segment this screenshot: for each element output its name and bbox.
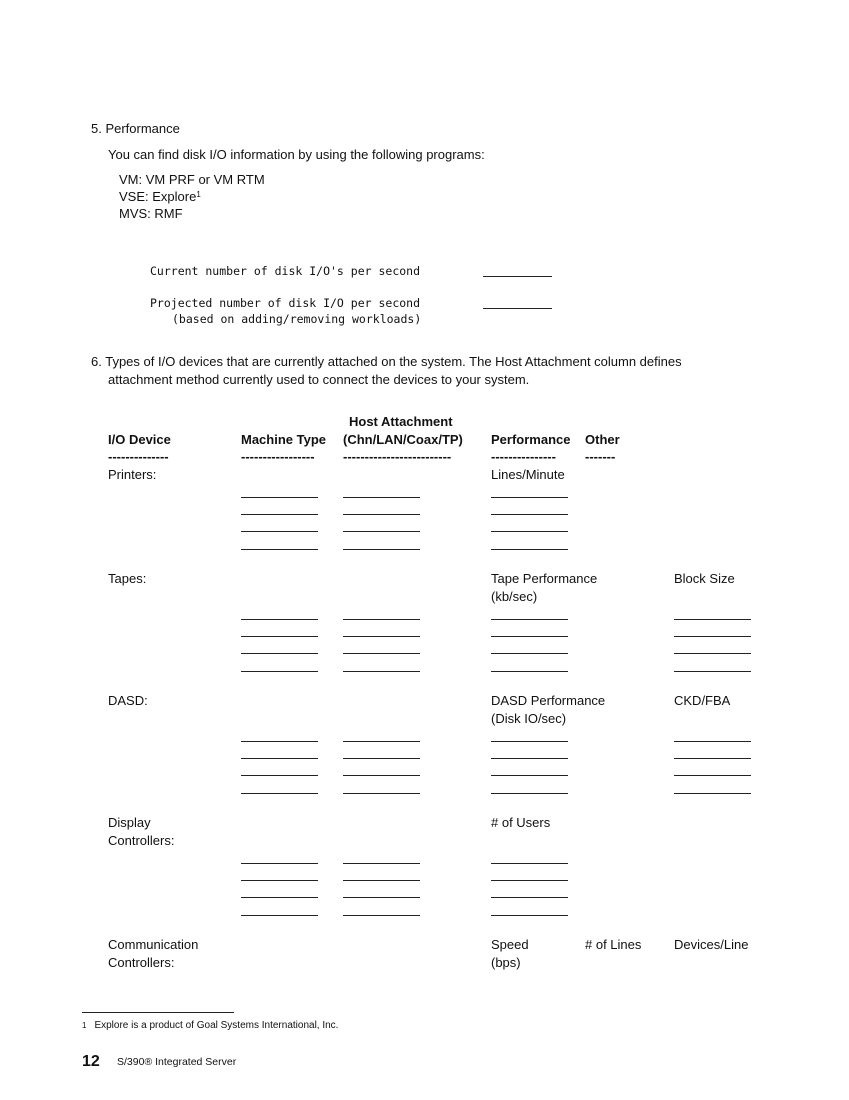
dasd-performance-label: DASD Performance	[491, 693, 606, 708]
dasd-performance-blank[interactable]	[491, 741, 568, 742]
dash-io-device: --------------	[108, 449, 169, 464]
display-host-attachment-blank[interactable]	[343, 915, 420, 916]
dasd-performance-blank[interactable]	[491, 758, 568, 759]
tapes-performance-unit: (kb/sec)	[491, 589, 538, 604]
communication-devices-label: Devices/Line	[674, 937, 749, 952]
display-host-attachment-blank[interactable]	[343, 863, 420, 864]
communication-controllers-label-cont: Controllers:	[108, 955, 175, 970]
footnote	[82, 1020, 338, 1031]
book-title: S/390® Integrated Server	[117, 1056, 237, 1068]
printers-performance-blank[interactable]	[491, 497, 568, 498]
header-other: Other	[585, 432, 620, 447]
tapes-host-attachment-blank[interactable]	[343, 619, 420, 620]
dasd-machine-type-blank[interactable]	[241, 758, 318, 759]
dash-performance: ---------------	[491, 449, 556, 464]
projected-io-note: (based on adding/removing workloads)	[172, 312, 422, 326]
footnote-mark: 1	[196, 190, 201, 199]
dasd-label: DASD:	[108, 693, 148, 708]
program-vm: VM: VM PRF or VM RTM	[119, 172, 265, 187]
projected-io-label: Projected number of disk I/O per second	[150, 296, 421, 310]
header-host-attachment-types: (Chn/LAN/Coax/TP)	[343, 432, 463, 447]
tapes-label: Tapes:	[108, 571, 147, 586]
header-machine-type: Machine Type	[241, 432, 327, 447]
tapes-other-blank[interactable]	[674, 653, 751, 654]
printers-host-attachment-blank[interactable]	[343, 497, 420, 498]
dasd-performance-blank[interactable]	[491, 793, 568, 794]
header-host-attachment: Host Attachment	[349, 414, 453, 429]
tapes-host-attachment-blank[interactable]	[343, 636, 420, 637]
display-machine-type-blank[interactable]	[241, 863, 318, 864]
printers-host-attachment-blank[interactable]	[343, 514, 420, 515]
tapes-host-attachment-blank[interactable]	[343, 671, 420, 672]
display-performance-blank[interactable]	[491, 897, 568, 898]
tapes-machine-type-blank[interactable]	[241, 653, 318, 654]
dasd-host-attachment-blank[interactable]	[343, 758, 420, 759]
tapes-performance-blank[interactable]	[491, 636, 568, 637]
tapes-other-blank[interactable]	[674, 619, 751, 620]
printers-host-attachment-blank[interactable]	[343, 549, 420, 550]
printers-machine-type-blank[interactable]	[241, 497, 318, 498]
footnote-text: Explore is a product of Goal Systems International, Inc.	[94, 1020, 339, 1031]
header-io-device: I/O Device	[108, 432, 171, 447]
tapes-host-attachment-blank[interactable]	[343, 653, 420, 654]
dasd-other-blank[interactable]	[674, 775, 751, 776]
display-host-attachment-blank[interactable]	[343, 897, 420, 898]
dash-other: -------	[585, 449, 616, 464]
tapes-performance-blank[interactable]	[491, 671, 568, 672]
dasd-other-blank[interactable]	[674, 741, 751, 742]
page-number: 12	[82, 1053, 100, 1070]
tapes-performance-label: Tape Performance	[491, 571, 598, 586]
dasd-machine-type-blank[interactable]	[241, 793, 318, 794]
tapes-performance-blank[interactable]	[491, 653, 568, 654]
printers-label: Printers:	[108, 467, 157, 482]
tapes-other-blank[interactable]	[674, 671, 751, 672]
dasd-other-label: CKD/FBA	[674, 693, 731, 708]
dasd-machine-type-blank[interactable]	[241, 775, 318, 776]
display-machine-type-blank[interactable]	[241, 897, 318, 898]
display-host-attachment-blank[interactable]	[343, 880, 420, 881]
tapes-other-blank[interactable]	[674, 636, 751, 637]
printers-machine-type-blank[interactable]	[241, 531, 318, 532]
communication-controllers-label: Communication	[108, 937, 199, 952]
tapes-machine-type-blank[interactable]	[241, 671, 318, 672]
communication-speed-label: Speed	[491, 937, 529, 952]
display-controllers-label: Display	[108, 815, 151, 830]
section-5-title: 5. Performance	[91, 121, 180, 136]
footnote-rule	[82, 1012, 234, 1013]
section-5-intro: You can find disk I/O information by using the following programs:	[108, 147, 485, 162]
dash-host-attachment: -------------------------	[343, 449, 452, 464]
dasd-performance-blank[interactable]	[491, 775, 568, 776]
display-performance-blank[interactable]	[491, 915, 568, 916]
display-machine-type-blank[interactable]	[241, 880, 318, 881]
communication-lines-label: # of Lines	[585, 937, 642, 952]
display-controllers-label-cont: Controllers:	[108, 833, 175, 848]
program-vse: VSE: Explore$^1$	[119, 189, 201, 204]
dasd-host-attachment-blank[interactable]	[343, 793, 420, 794]
projected-io-blank[interactable]	[483, 308, 552, 309]
tapes-machine-type-blank[interactable]	[241, 619, 318, 620]
section-6-title-cont: attachment method currently used to connect the devices to your system.	[108, 372, 530, 387]
printers-performance-blank[interactable]	[491, 514, 568, 515]
printers-performance-label: Lines/Minute	[491, 467, 565, 482]
display-machine-type-blank[interactable]	[241, 915, 318, 916]
current-io-blank[interactable]	[483, 276, 552, 277]
dash-machine-type: -----------------	[241, 449, 315, 464]
printers-host-attachment-blank[interactable]	[343, 531, 420, 532]
program-mvs: MVS: RMF	[119, 206, 183, 221]
dasd-host-attachment-blank[interactable]	[343, 741, 420, 742]
tapes-machine-type-blank[interactable]	[241, 636, 318, 637]
dasd-other-blank[interactable]	[674, 793, 751, 794]
display-performance-blank[interactable]	[491, 880, 568, 881]
dasd-host-attachment-blank[interactable]	[343, 775, 420, 776]
dasd-performance-unit: (Disk IO/sec)	[491, 711, 567, 726]
printers-machine-type-blank[interactable]	[241, 514, 318, 515]
printers-machine-type-blank[interactable]	[241, 549, 318, 550]
current-io-label: Current number of disk I/O's per second	[150, 264, 421, 278]
display-performance-label: # of Users	[491, 815, 551, 830]
printers-performance-blank[interactable]	[491, 531, 568, 532]
tapes-other-label: Block Size	[674, 571, 735, 586]
printers-performance-blank[interactable]	[491, 549, 568, 550]
dasd-machine-type-blank[interactable]	[241, 741, 318, 742]
dasd-other-blank[interactable]	[674, 758, 751, 759]
display-performance-blank[interactable]	[491, 863, 568, 864]
footnote-number: 1	[82, 1021, 87, 1030]
communication-speed-unit: (bps)	[491, 955, 521, 970]
header-performance: Performance	[491, 432, 571, 447]
section-6-title: 6. Types of I/O devices that are currently attached on the system. The Host Attachment column defines	[91, 354, 682, 369]
tapes-performance-blank[interactable]	[491, 619, 568, 620]
